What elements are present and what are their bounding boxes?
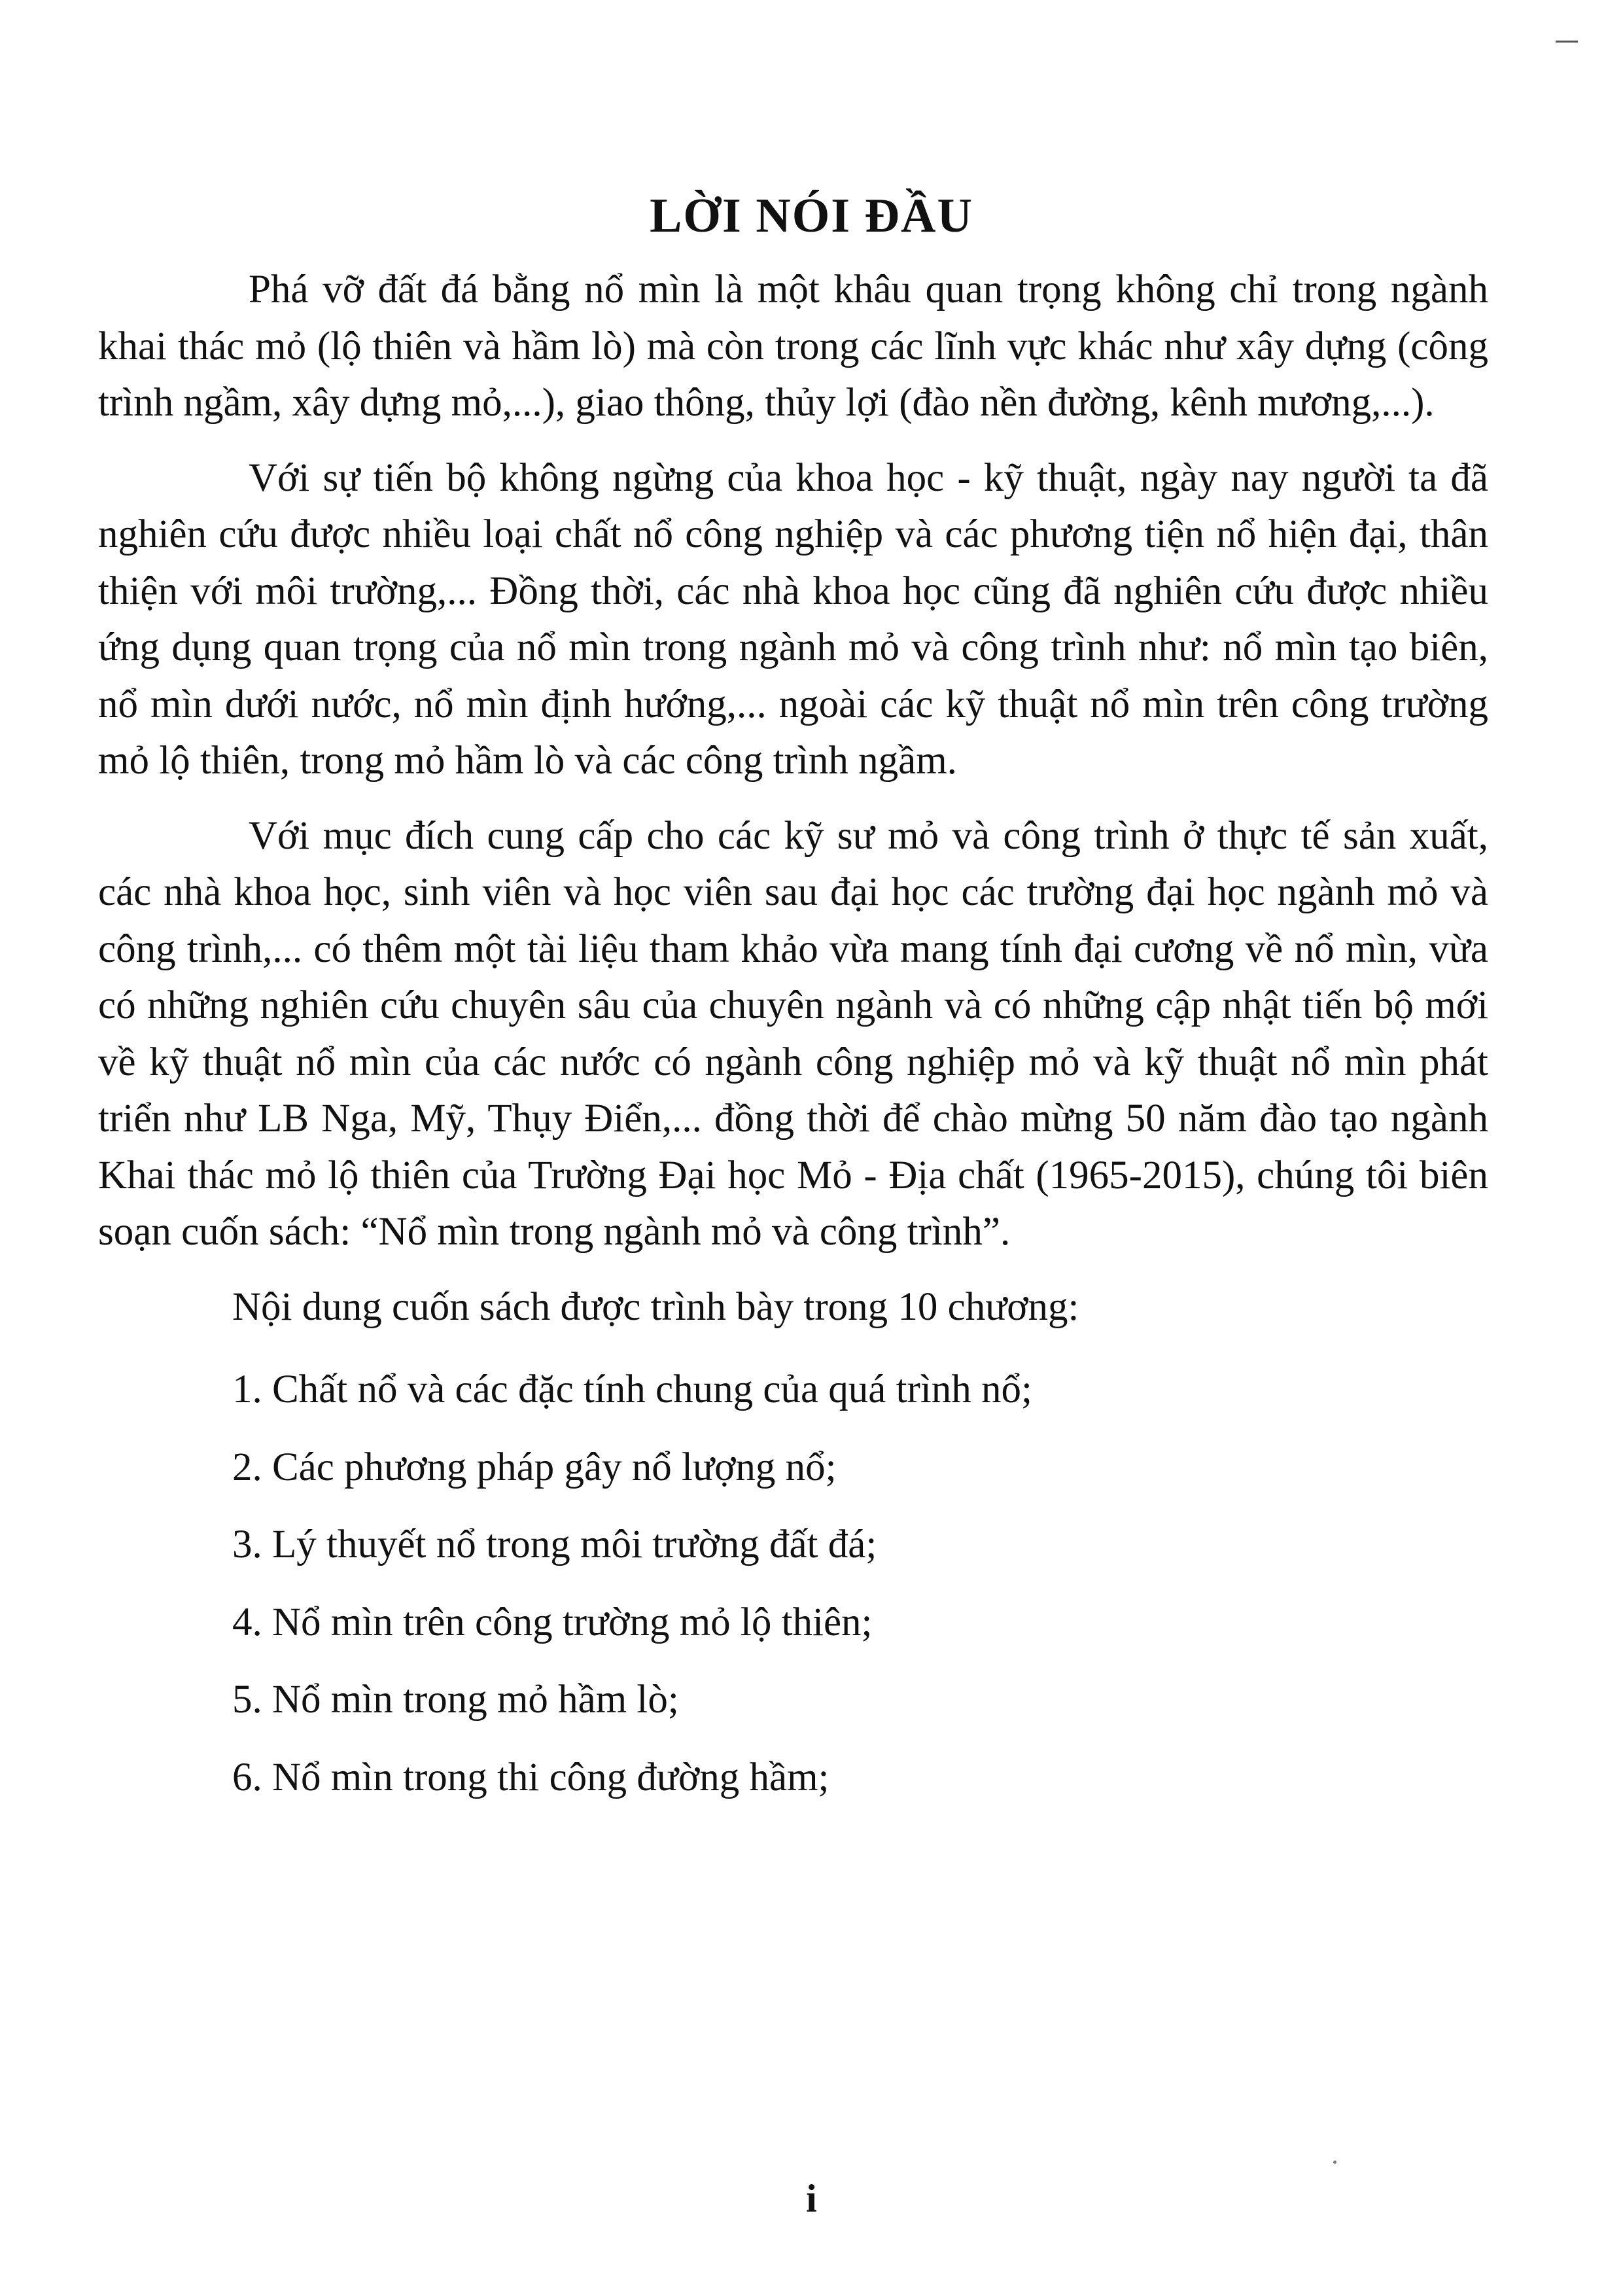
chapter-item-2: 2. Các phương pháp gây nổ lượng nổ; <box>232 1445 837 1489</box>
chapter-item-4: 4. Nổ mìn trên công trường mỏ lộ thiên; <box>232 1600 873 1644</box>
page-number: i <box>806 2177 817 2220</box>
page-title: LỜI NÓI ĐẦU <box>650 188 973 243</box>
paragraph-1: Phá vỡ đất đá bằng nổ mìn là một khâu quan trọng không chỉ trong ngành khai thác mỏ (lộ thiên và hầm lò) mà còn trong các lĩnh vực khác như xây dựng (công trình ngầm, xây dựng mỏ,...), giao thông, thủy lợi (đào nền đường, kênh mương,...). <box>98 268 1488 425</box>
chapter-item-5: 5. Nổ mìn trong mỏ hầm lò; <box>232 1678 679 1722</box>
chapter-item-1: 1. Chất nổ và các đặc tính chung của quá trình nổ; <box>232 1368 1033 1411</box>
chapter-item-3: 3. Lý thuyết nổ trong môi trường đất đá; <box>232 1523 877 1566</box>
chapter-item-6: 6. Nổ mìn trong thi công đường hầm; <box>232 1755 829 1799</box>
chapter-list <box>98 1362 1488 1806</box>
body-text <box>98 262 1488 1827</box>
scan-mark <box>1556 41 1578 43</box>
paragraph-3: Với mục đích cung cấp cho các kỹ sư mỏ và công trình ở thực tế sản xuất, các nhà khoa học, sinh viên và học viên sau đại học các trường đại học ngành mỏ và công trình,... có thêm một tài liệu tham khảo vừa mang tính đại cương về nổ mìn, vừa có những nghiên cứu chuyên sâu của chuyên ngành và có những cập nhật tiến bộ mới về kỹ thuật nổ mìn của các nước có ngành công nghiệp mỏ và kỹ thuật nổ mìn phát triển như LB Nga, Mỹ, Thụy Điển,... đồng thời để chào mừng 50 năm đào tạo ngành Khai thác mỏ lộ thiên của Trường Đại học Mỏ - Địa chất (1965-2015), chúng tôi biên soạn cuốn sách: “Nổ mìn trong ngành mỏ và công trình”. <box>98 813 1488 1254</box>
contents-intro: Nội dung cuốn sách được trình bày trong 10 chương: <box>232 1284 1079 1329</box>
scan-speck <box>1333 2161 1336 2164</box>
paragraph-2: Với sự tiến bộ không ngừng của khoa học - kỹ thuật, ngày nay người ta đã nghiên cứu được nhiều loại chất nổ công nghiệp và các phương tiện nổ hiện đại, thân thiện với môi trường,... Đồng thời, các nhà khoa học cũng đã nghiên cứu được nhiều ứng dụng quan trọng của nổ mìn trong ngành mỏ và công trình như: nổ mìn tạo biên, nổ mìn dưới nước, nổ mìn định hướng,... ngoài các kỹ thuật nổ mìn trên công trường mỏ lộ thiên, trong mỏ hầm lò và các công trình ngầm. <box>98 455 1488 783</box>
